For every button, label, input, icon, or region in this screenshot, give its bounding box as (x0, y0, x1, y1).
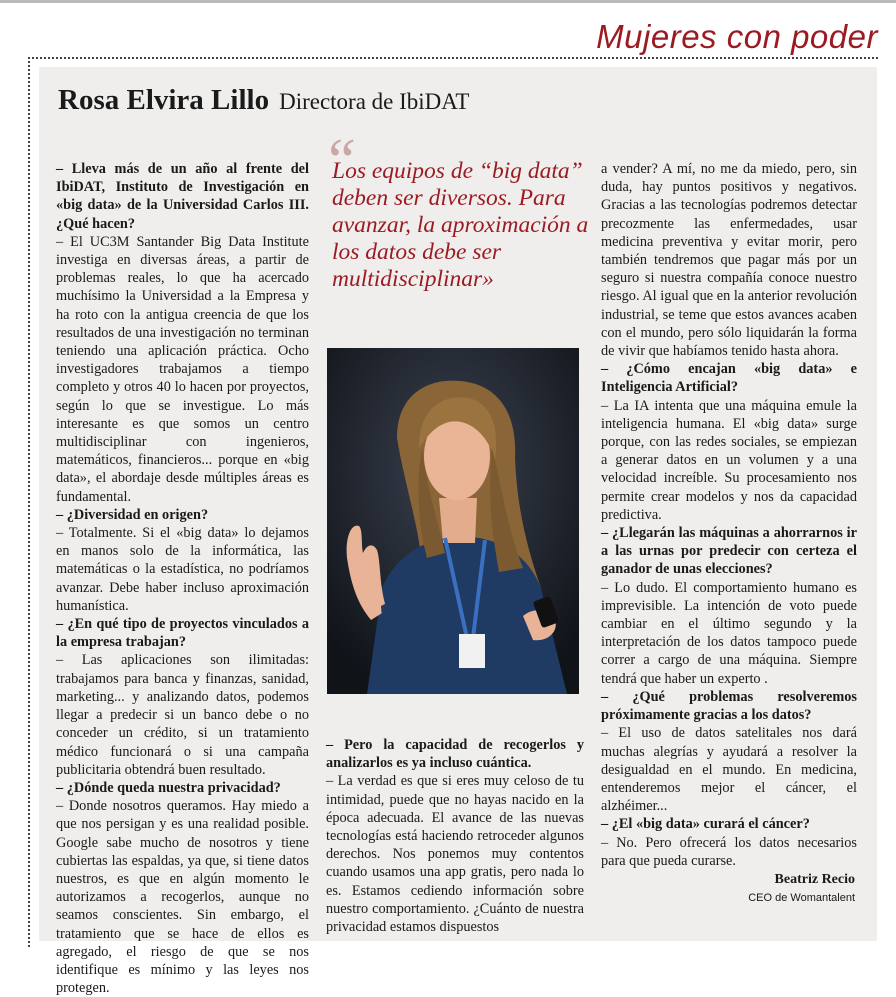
quote-mark-icon: “ (322, 127, 357, 195)
question-paragraph: – ¿En qué tipo de proyectos vinculados a la empresa trabajan? (56, 616, 309, 651)
answer-paragraph: – La verdad es que si eres muy celoso de tu intimidad, puede que no hayas nacido en la época adecuada. El avance de las nuevas tecnologías está haciendo retroceder algunos derechos. Nos ponemos muy contentos cuando usamos una app gratis, pero nada lo es. Estamos cediendo información sobre nuestro comportamiento. ¿Cuánto de nuestra privacidad estamos dispuestos (326, 773, 584, 936)
question-paragraph: – ¿Dónde queda nuestra privacidad? (56, 779, 281, 796)
question-paragraph: – ¿El «big data» curará el cáncer? (601, 816, 810, 833)
answer-paragraph: – Donde nosotros queramos. Hay miedo a que nos persigan y es una realidad posible. Google sabe mucho de nosotros y tiene cubiertas las espaldas, ya que, si tiene datos nuestros, es que en algún momento le autorizamos a recogerlos, aunque no seamos conscientes. Sin embargo, el tratamiento que se hace de ellos es agregado, el riesgo de que se nos identifique es mínimo y las leyes nos protegen. (56, 798, 309, 997)
column-3 (601, 160, 857, 870)
signature-name: Beatriz Recio (774, 872, 855, 887)
headline (58, 84, 469, 117)
answer-paragraph: – El UC3M Santander Big Data Institute investiga en diversas áreas, a partir de problemas reales, lo que ha acercado muchísimo la Universidad a la Empresa y ha roto con la antigua creencia de que los resultados de una investigación no terminan teniendo una aplicación práctica. Ocho investigadores trabajamos a tiempo completo y otros 40 lo hacen por proyectos, según lo que se investigue. Lo más interesante es que somos un centro multidisciplinar con ingenieros, matemáticos, financieros... porque en «big data», el abordaje desde múltiples áreas es fundamental. (56, 233, 309, 505)
answer-paragraph: – Lo dudo. El comportamiento humano es imprevisible. La intención de voto puede cambiar en el último segundo y la interpretación de los datos tampoco puede correr a cargo de una máquina. Siempre tendrá que haber un experto . (601, 579, 857, 687)
signature-role: CEO de Womantalent (748, 892, 855, 904)
question-paragraph: – ¿Cómo encajan «big data» e Inteligencia Artificial? (601, 361, 857, 396)
question-paragraph: – ¿Llegarán las máquinas a ahorrarnos ir a las urnas por predecir con certeza el ganador de unas elecciones? (601, 525, 857, 578)
question-paragraph: – Pero la capacidad de recogerlos y analizarlos es ya incluso cuántica. (326, 737, 584, 772)
answer-paragraph: a vender? A mí, no me da miedo, pero, sin duda, hay puntos positivos y negativos. Gracias a las tecnologías podremos detectar precozmente las enfermedades, usar medicina preventiva y evitar morir, pero también tendremos que pagar más por un seguro si nuestra compañía conoce nuestro riesgo. Al igual que en la anterior revolución industrial, se teme que estos avances acaben con el mundo, pero sólo liquidarán la forma de vivir que habíamos tenido hasta ahora. (601, 161, 857, 360)
answer-paragraph: – El uso de datos satelitales nos dará muchas alegrías y ayudará a resolver la desigualdad en el mundo. En medicina, entenderemos mejor el cáncer, el alzhéimer... (601, 725, 857, 815)
dotted-rule-vertical (28, 57, 30, 947)
question-paragraph: – Lleva más de un año al frente del IbiDAT, Instituto de Investigación en «big data» de la Universidad Carlos III. ¿Qué hacen? (56, 161, 309, 232)
answer-paragraph: – Las aplicaciones son ilimitadas: trabajamos para banca y finanzas, sanidad, marketing... y analizando datos, podemos llegar a predecir si un banco debe o no conceder un crédito, si un tratamiento médico funcionará o si una campaña publicitaria obtendrá buen resultado. (56, 652, 309, 778)
answer-paragraph: – No. Pero ofrecerá los datos necesarios para que pueda curarse. (601, 834, 857, 869)
portrait-illustration (327, 348, 579, 694)
section-title: Mujeres con poder (596, 18, 878, 55)
question-paragraph: – ¿Diversidad en origen? (56, 506, 209, 523)
pull-quote: Los equipos de “big data” deben ser diversos. Para avanzar, la aproximación a los datos debe ser multidisciplinar» (332, 158, 589, 292)
answer-paragraph: – La IA intenta que una máquina emule la inteligencia humana. El «big data» surge porque, con las redes sociales, se empiezan a generar datos en un volumen y a una velocidad increíble. Su procesamiento nos permite crear modelos y nos da capacidad predictiva. (601, 397, 857, 523)
column-2 (326, 736, 584, 936)
answer-paragraph: – Totalmente. Si el «big data» lo dejamos en manos solo de la informática, las matemáticas o la estadística, no podríamos avanzar. Debe haber incluso aproximación humanística. (56, 525, 309, 614)
dotted-rule-horizontal (28, 57, 878, 59)
headline-name: Rosa Elvira Lillo (58, 84, 270, 116)
column-1 (56, 160, 309, 997)
headline-role: Directora de IbiDAT (279, 89, 470, 114)
portrait-photo (327, 348, 579, 694)
top-rule (0, 0, 896, 3)
signature (748, 872, 855, 904)
question-paragraph: – ¿Qué problemas resolveremos próximamente gracias a los datos? (601, 688, 857, 724)
